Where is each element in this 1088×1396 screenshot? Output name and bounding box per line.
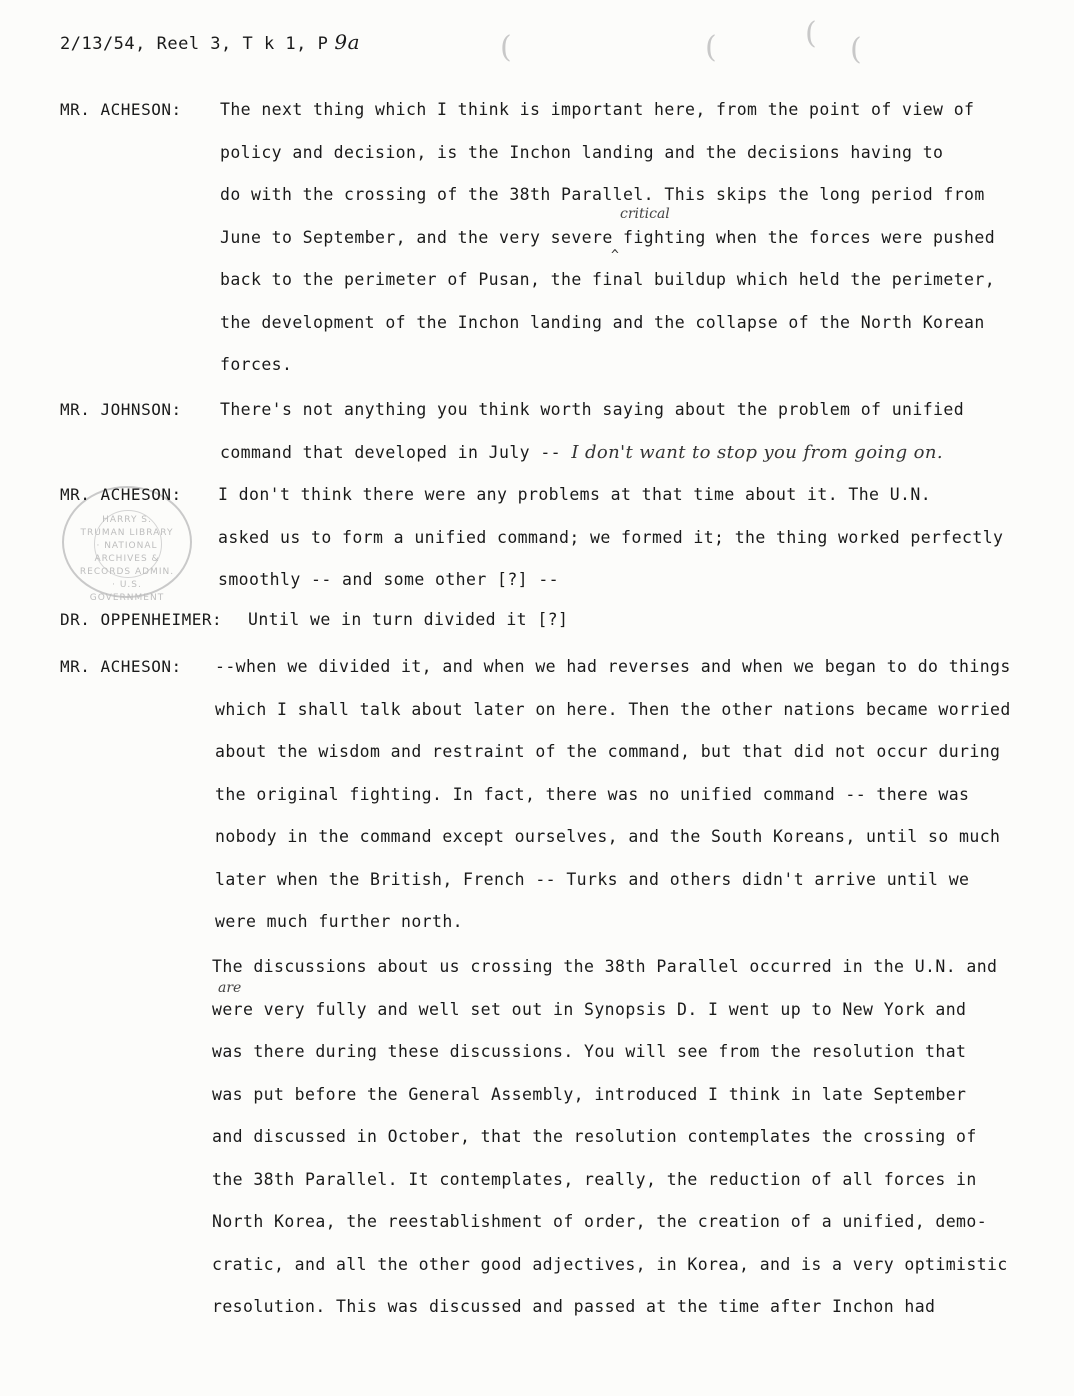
text-line: I don't think there were any problems at that time about it. The U.N. bbox=[218, 485, 932, 504]
text-line: back to the perimeter of Pusan, the final buildup which held the perimeter, bbox=[220, 270, 996, 289]
text-line: the original fighting. In fact, there was no unified command -- there was bbox=[215, 784, 970, 804]
faint-mark: ( bbox=[850, 32, 862, 67]
text-line: and discussed in October, that the resolution contemplates the crossing of bbox=[212, 1127, 977, 1146]
speaker-label: MR. ACHESON: bbox=[60, 485, 182, 504]
text-line bbox=[220, 432, 1060, 475]
text-line: cratic, and all the other good adjectives, in Korea, and is a very optimistic bbox=[212, 1254, 1008, 1274]
speech-block bbox=[218, 474, 1058, 602]
text-line: nobody in the command except ourselves, and the South Koreans, until so much bbox=[215, 827, 1001, 846]
text-line: were very fully and well set out in Synopsis D. I went up to New York and bbox=[212, 999, 967, 1019]
text-line: The discussions about us crossing the 38th Parallel occurred in the U.N. and bbox=[212, 957, 998, 976]
text-line: --when we divided it, and when we had reverses and when we began to do things bbox=[215, 657, 1011, 676]
handwritten-note: I don't want to stop you from going on. bbox=[571, 441, 944, 463]
text-line: policy and decision, is the Inchon landing and the decisions having to bbox=[220, 142, 944, 162]
text-line: Until we in turn divided it [?] bbox=[248, 610, 569, 629]
speech-block bbox=[212, 946, 1052, 1329]
insertion-caret: ^ bbox=[611, 248, 619, 263]
speech-block bbox=[220, 389, 1060, 474]
handwritten-insertion: critical bbox=[620, 206, 670, 222]
stamp-text: HARRY S. TRUMAN LIBRARY · NATIONAL ARCHIVES & RECORDS ADMIN. · U.S. GOVERNMENT bbox=[79, 515, 175, 603]
header-page-number: 9a bbox=[334, 30, 361, 54]
text-line: North Korea, the reestablishment of order, the creation of a unified, demo- bbox=[212, 1212, 988, 1231]
typed-text: command that developed in July -- bbox=[220, 442, 562, 462]
faint-mark: ( bbox=[500, 30, 512, 65]
faint-mark: ( bbox=[705, 30, 717, 65]
text-line: about the wisdom and restraint of the command, but that did not occur during bbox=[215, 742, 1001, 761]
text-line: The next thing which I think is important here, from the point of view of bbox=[220, 100, 975, 119]
speech-block bbox=[248, 599, 1088, 642]
text-line: do with the crossing of the 38th Parallel. This skips the long period from bbox=[220, 185, 985, 204]
header-reference: 2/13/54, Reel 3, T k 1, P bbox=[60, 34, 329, 54]
text-line: later when the British, French -- Turks and others didn't arrive until we bbox=[215, 869, 970, 889]
text-line: June to September, and the very severe fighting when the forces were pushed bbox=[220, 227, 996, 247]
text-line: were much further north. bbox=[215, 912, 464, 931]
text-line: the 38th Parallel. It contemplates, really, the reduction of all forces in bbox=[212, 1169, 977, 1189]
handwritten-insertion: are bbox=[218, 980, 242, 996]
speaker-label: MR. JOHNSON: bbox=[60, 400, 182, 419]
text-line: asked us to form a unified command; we formed it; the thing worked perfectly bbox=[218, 527, 1004, 547]
text-line: which I shall talk about later on here. Then the other nations became worried bbox=[215, 699, 1011, 719]
text-line: forces. bbox=[220, 355, 293, 374]
text-line: the development of the Inchon landing and the collapse of the North Korean bbox=[220, 312, 985, 332]
text-line: resolution. This was discussed and passed at the time after Inchon had bbox=[212, 1297, 936, 1316]
text-line: smoothly -- and some other [?] -- bbox=[218, 570, 560, 589]
faint-mark: ( bbox=[805, 16, 817, 51]
text-line: was put before the General Assembly, introduced I think in late September bbox=[212, 1084, 967, 1104]
speaker-label: DR. OPPENHEIMER: bbox=[60, 610, 223, 629]
speaker-label: MR. ACHESON: bbox=[60, 657, 182, 676]
speech-block bbox=[220, 89, 1060, 387]
text-line: There's not anything you think worth saying about the problem of unified bbox=[220, 400, 965, 419]
speech-block bbox=[215, 646, 1055, 944]
text-line: was there during these discussions. You will see from the resolution that bbox=[212, 1042, 967, 1061]
speaker-label: MR. ACHESON: bbox=[60, 100, 182, 119]
page-header bbox=[60, 30, 360, 54]
